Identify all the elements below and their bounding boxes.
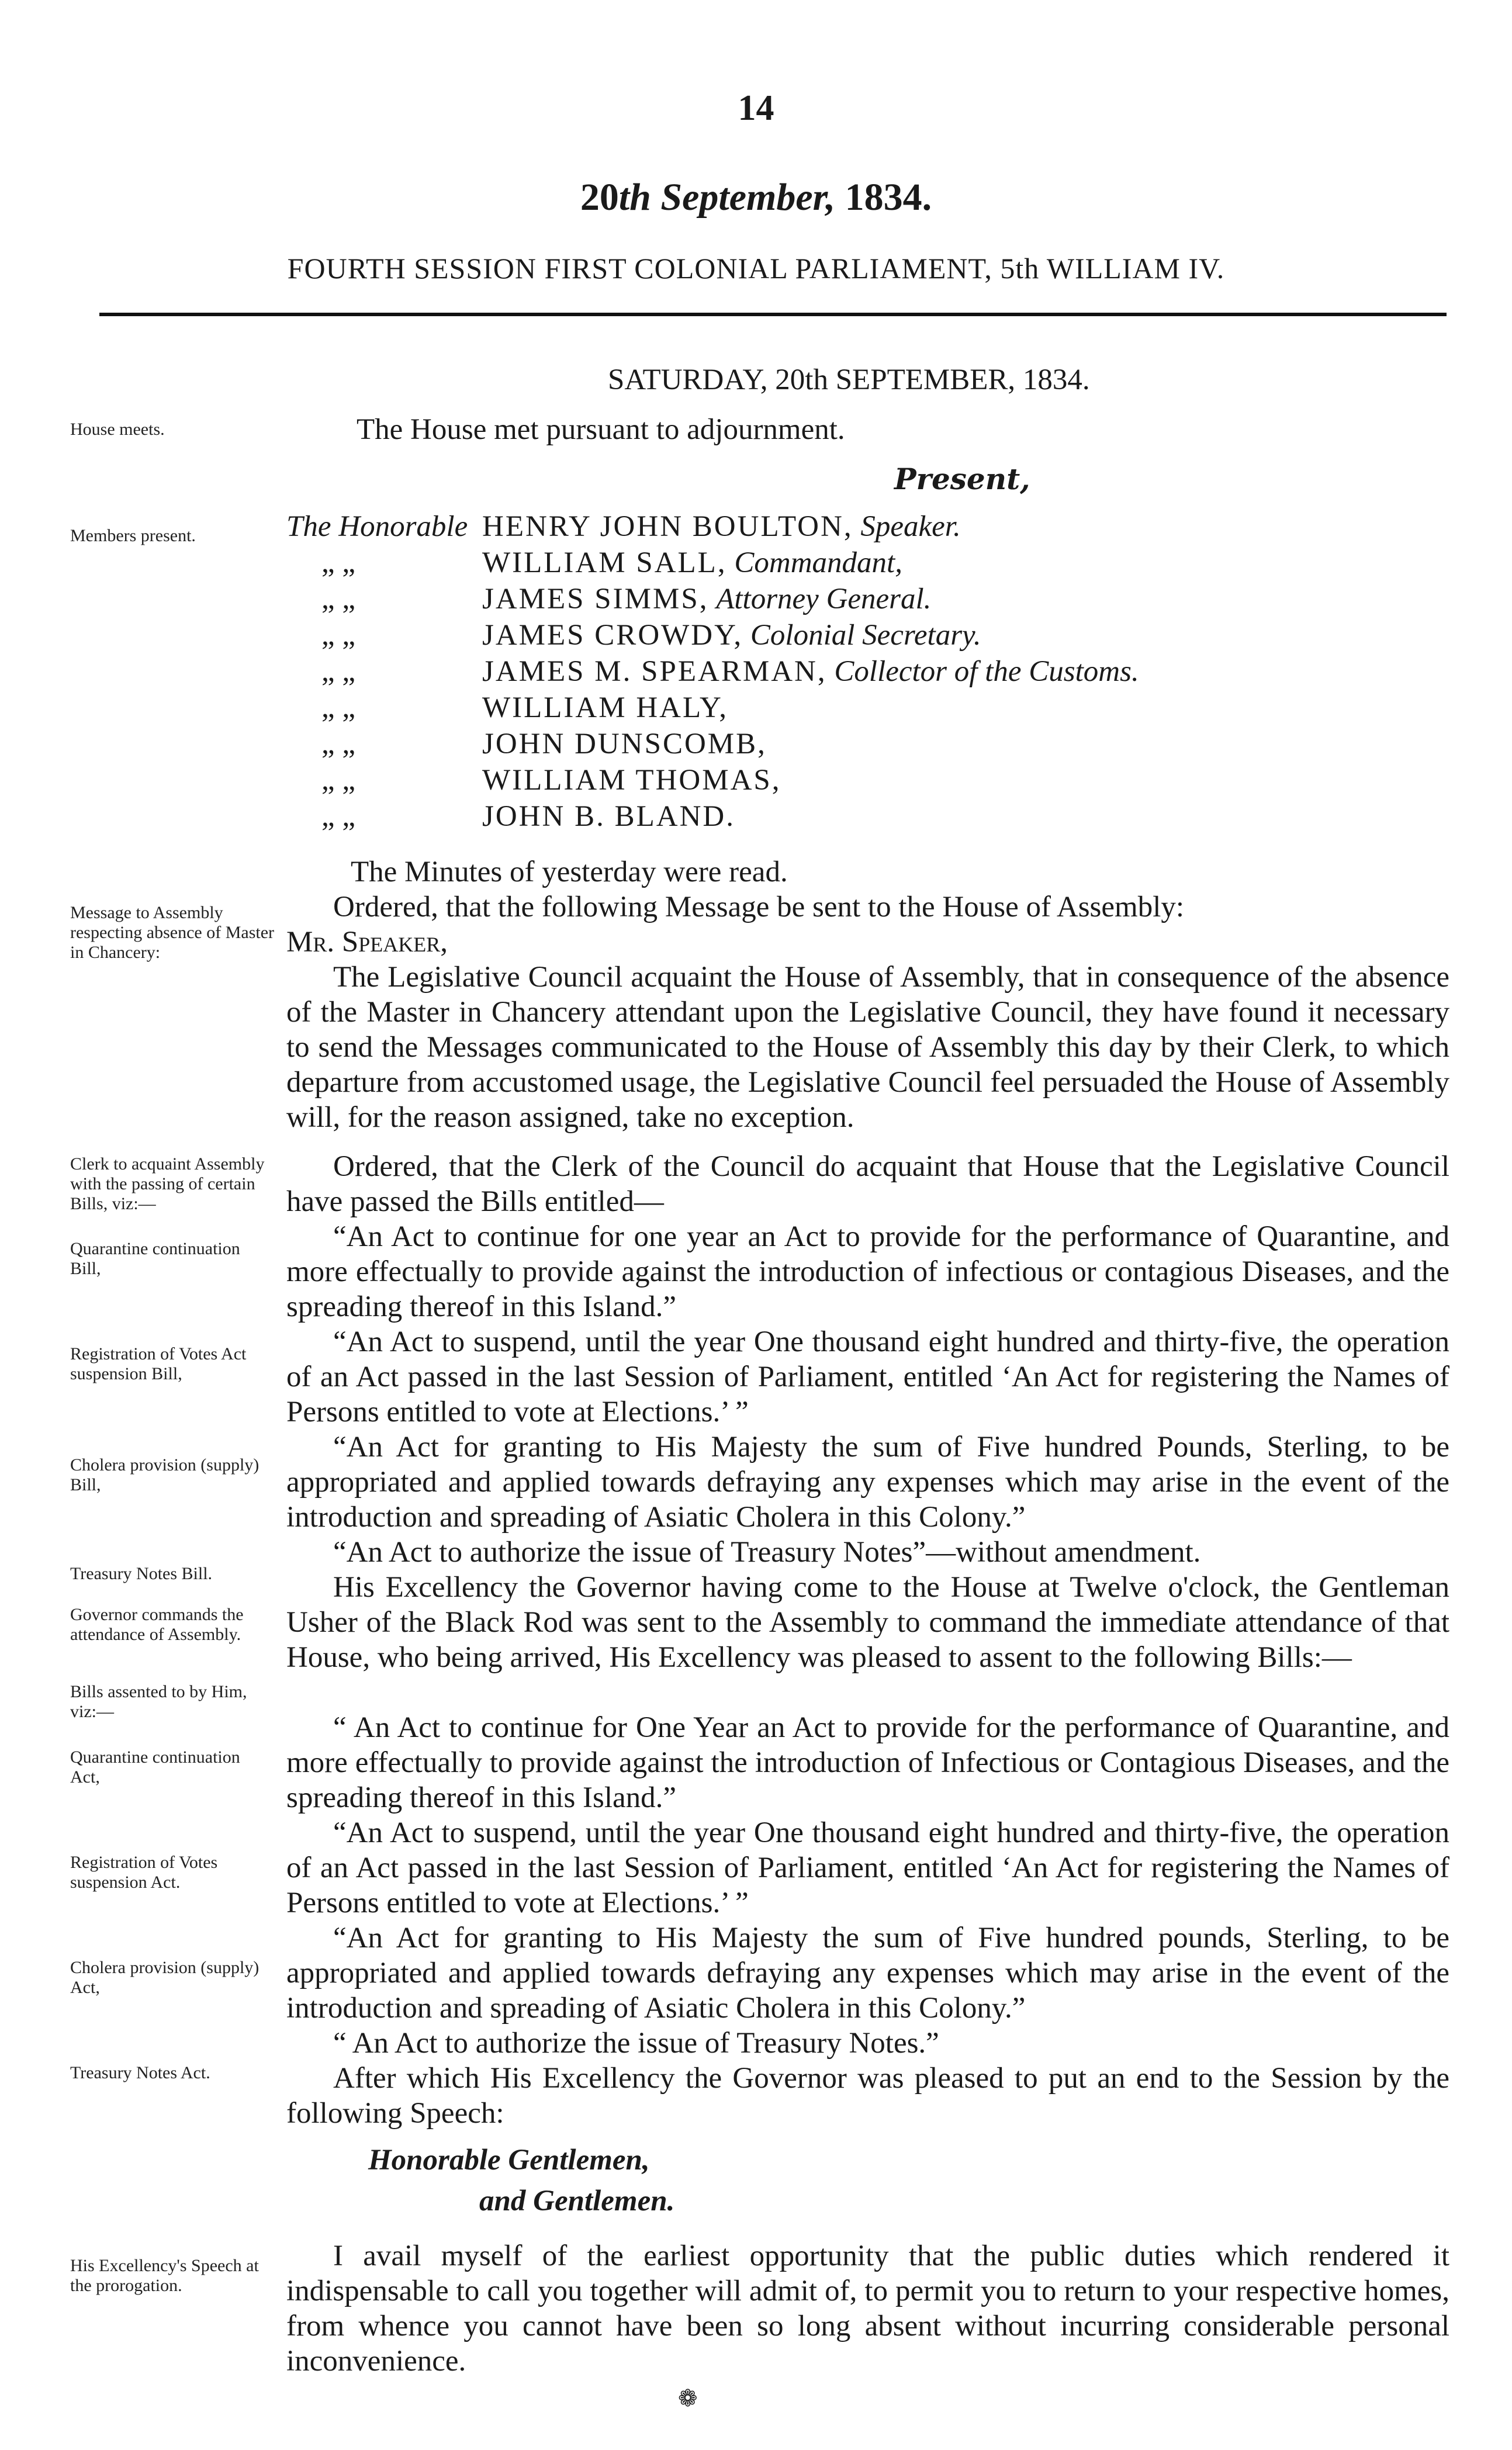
bill-cholera-paragraph bbox=[286, 1430, 1449, 1535]
member-title: Commandant, bbox=[734, 546, 902, 579]
session-title: FOURTH SESSION FIRST COLONIAL PARLIAMENT, 5th WILLIAM IV. bbox=[287, 252, 1225, 285]
mr-speaker: Mr. Speaker, bbox=[286, 926, 448, 958]
member-row bbox=[286, 726, 1449, 762]
margin-note: Members present. bbox=[70, 526, 196, 545]
ditto-marks: „ „ bbox=[321, 546, 356, 579]
member-name: WILLIAM HALY, bbox=[482, 691, 729, 724]
ditto-marks: „ „ bbox=[321, 691, 356, 724]
margin-note: Treasury Notes Act. bbox=[70, 2063, 210, 2082]
member-name: WILLIAM SALL, bbox=[482, 546, 727, 579]
member-name: JAMES CROWDY, bbox=[482, 619, 743, 652]
act-quarantine-text: “ An Act to continue for One Year an Act to provide for the performance of Quarantine, and more effectually to provide against the introduction of Infectious or Contagious Diseases, and the spreading thereof in this Island.” bbox=[286, 1711, 1449, 1814]
margin-note: Cholera provision (supply) Act, bbox=[70, 1958, 260, 1997]
minutes-text: The Minutes of yesterday were read. bbox=[351, 856, 788, 888]
margin-note: Treasury Notes Bill. bbox=[70, 1564, 213, 1583]
present-heading: Present, bbox=[894, 462, 1030, 496]
act-cholera-text: “An Act for granting to His Majesty the sum of Five hundred pounds, Sterling, to be appropriated and applied towards defraying any expenses which may arise in the event of the introduction and spreading of Asiatic Cholera in this Colony.” bbox=[286, 1922, 1449, 2025]
house-met-text: The House met pursuant to adjournment. bbox=[357, 413, 845, 446]
member-name: WILLIAM THOMAS, bbox=[482, 764, 781, 797]
ordered-message-text: Ordered, that the following Message be sent to the House of Assembly: bbox=[333, 891, 1185, 923]
bill-registration-paragraph bbox=[286, 1324, 1449, 1430]
ditto-marks: „ „ bbox=[321, 800, 356, 833]
ordered-clerk-text: Ordered, that the Clerk of the Council do acquaint that House that the Legislative Council have passed the Bills entitled— bbox=[286, 1150, 1449, 1218]
message-paragraph bbox=[286, 960, 1449, 1135]
bill-cholera-text: “An Act for granting to His Majesty the sum of Five hundred Pounds, Sterling, to be appropriated and applied towards defraying any expenses which may arise in the event of the introduction and spreading of Asiatic Cholera in this Colony.” bbox=[286, 1431, 1449, 1534]
speech-paragraph bbox=[286, 2238, 1449, 2379]
act-cholera-paragraph bbox=[286, 1920, 1449, 2026]
ornament-icon: ❁ bbox=[678, 2385, 698, 2411]
member-row bbox=[286, 617, 1449, 653]
ditto-marks: „ „ bbox=[321, 619, 356, 652]
after-which-paragraph bbox=[286, 2061, 1449, 2131]
member-title: Attorney General. bbox=[716, 583, 932, 615]
margin-note: House meets. bbox=[70, 420, 165, 439]
margin-note: Registration of Votes Act suspension Bill, bbox=[70, 1344, 247, 1383]
bill-treasury-text: “An Act to authorize the issue of Treasury Notes”—without amendment. bbox=[333, 1536, 1201, 1569]
margin-note: Registration of Votes suspension Act. bbox=[70, 1853, 218, 1892]
date-year: 1834. bbox=[845, 176, 932, 219]
member-row bbox=[286, 798, 1449, 835]
margin-note: Bills assented to by Him, viz:— bbox=[70, 1682, 247, 1721]
ditto-marks: „ „ bbox=[321, 728, 356, 760]
members-prefix: The Honorable bbox=[286, 510, 468, 543]
message-text: The Legislative Council acquaint the House of Assembly, that in consequence of the absence of the Master in Chancery attendant upon the Legislative Council, they have found it necessary to send the Messages communicated to the House of Assembly this day by their Clerk, to which departure from accustomed usage, the Legislative Council feel persuaded the House of Assembly will, for the reason assigned, take no exception. bbox=[286, 961, 1449, 1134]
salutation-gentlemen: and Gentlemen. bbox=[479, 2185, 675, 2217]
date-day: 20 bbox=[580, 176, 619, 219]
page-date-title bbox=[0, 175, 1512, 220]
bill-treasury-paragraph bbox=[286, 1535, 1449, 1570]
bill-quarantine-paragraph bbox=[286, 1219, 1449, 1324]
header-rule bbox=[99, 313, 1447, 316]
margin-note: Clerk to acquaint Assembly with the passing of certain Bills, viz:— bbox=[70, 1154, 265, 1213]
governor-text: His Excellency the Governor having come to the House at Twelve o'clock, the Gentleman Usher of the Black Rod was sent to the Assembly to command the immediate attendance of that House, who being arrived, His Excellency was pleased to assent to the following Bills:— bbox=[286, 1571, 1449, 1674]
member-title: Collector of the Customs. bbox=[834, 655, 1139, 688]
member-title: Speaker. bbox=[860, 510, 961, 543]
after-which-text: After which His Excellency the Governor was pleased to put an end to the Session by the following Speech: bbox=[286, 2062, 1449, 2130]
margin-note: Governor commands the attendance of Assembly. bbox=[70, 1605, 244, 1644]
bill-registration-text: “An Act to suspend, until the year One thousand eight hundred and thirty-five, the operation of an Act passed in the last Session of Parliament, entitled ‘An Act for registering the Names of Persons entitled to vote at Elections.’ ” bbox=[286, 1326, 1449, 1428]
page-number: 14 bbox=[738, 88, 774, 128]
bill-quarantine-text: “An Act to continue for one year an Act to provide for the performance of Quarantine, and more effectually to provide against the introduction of infectious or contagious Diseases, and the spreading thereof in this Island.” bbox=[286, 1220, 1449, 1323]
ordered-clerk-paragraph bbox=[286, 1149, 1449, 1219]
ditto-marks: „ „ bbox=[321, 583, 356, 615]
salutation-honorable: Honorable Gentlemen, bbox=[368, 2144, 650, 2176]
governor-paragraph bbox=[286, 1570, 1449, 1675]
margin-note: Quarantine continuation Bill, bbox=[70, 1239, 240, 1278]
member-name: JOHN B. BLAND. bbox=[482, 800, 736, 833]
margin-note: Quarantine continuation Act, bbox=[70, 1747, 240, 1787]
act-treasury-paragraph bbox=[286, 2026, 1449, 2061]
margin-note: Cholera provision (supply) Bill, bbox=[70, 1455, 260, 1494]
margin-note: His Excellency's Speech at the prorogation. bbox=[70, 2256, 259, 2295]
speech-text: I avail myself of the earliest opportunity that the public duties which rendered it indispensable to call you together will admit of, to permit you to return to your respective homes, from whence you cannot have been so long absent without incurring considerable personal inconvenience. bbox=[286, 2240, 1449, 2378]
member-row bbox=[286, 653, 1449, 690]
margin-note: Message to Assembly respecting absence of Master in Chancery: bbox=[70, 903, 275, 962]
act-treasury-text: “ An Act to authorize the issue of Treasury Notes.” bbox=[333, 2027, 939, 2060]
member-row bbox=[286, 762, 1449, 798]
date-suffix: th bbox=[618, 176, 651, 219]
member-row bbox=[286, 581, 1449, 617]
member-row bbox=[286, 508, 1449, 545]
member-row bbox=[286, 690, 1449, 726]
sitting-date: SATURDAY, 20th SEPTEMBER, 1834. bbox=[608, 364, 1090, 396]
act-quarantine-paragraph bbox=[286, 1710, 1449, 1815]
act-registration-paragraph bbox=[286, 1815, 1449, 1920]
member-name: JAMES SIMMS, bbox=[482, 583, 709, 615]
ditto-marks: „ „ bbox=[321, 655, 356, 688]
member-name: HENRY JOHN BOULTON, bbox=[482, 510, 853, 543]
member-row bbox=[286, 545, 1449, 581]
member-title: Colonial Secretary. bbox=[750, 619, 981, 652]
member-name: JOHN DUNSCOMB, bbox=[482, 728, 767, 760]
ditto-marks: „ „ bbox=[321, 764, 356, 797]
member-name: JAMES M. SPEARMAN, bbox=[482, 655, 827, 688]
date-month: September, bbox=[660, 176, 836, 219]
act-registration-text: “An Act to suspend, until the year One thousand eight hundred and thirty-five, the operation of an Act passed in the last Session of Parliament, entitled ‘An Act for registering the Names of Persons entitled to vote at Elections.’ ” bbox=[286, 1816, 1449, 1919]
